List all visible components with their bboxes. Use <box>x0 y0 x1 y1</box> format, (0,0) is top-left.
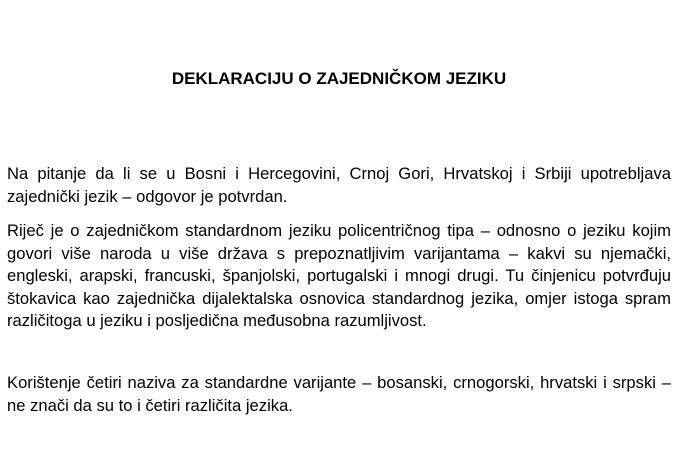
document-title: DEKLARACIJU O ZAJEDNIČKOM JEZIKU <box>171 69 507 88</box>
paragraph-2: Riječ je o zajedničkom standardnom jeziku policentričnog tipa – odnosno o jeziku kojim govori više naroda u više država s prepoznatljivim varijantama – kakvi su njemački, engleski, arapski, francuski, španjolski, portugalski i mnogi drugi. Tu činjenicu potvrđuju štokavica kao zajednička dijalektalska osnovica standardnog jezika, omjer istoga spram različitoga u jeziku i posljedična međusobna razumljivost. <box>7 221 671 330</box>
paragraph-3: Korištenje četiri naziva za standardne varijante – bosanski, crnogorski, hrvatski i srpski – ne znači da su to i četiri različita jezika. <box>7 373 671 415</box>
paragraph-1: Na pitanje da li se u Bosni i Hercegovini, Crnoj Gori, Hrvatskoj i Srbiji upotrebljava zajednički jezik – odgovor je potvrdan. <box>7 164 671 206</box>
